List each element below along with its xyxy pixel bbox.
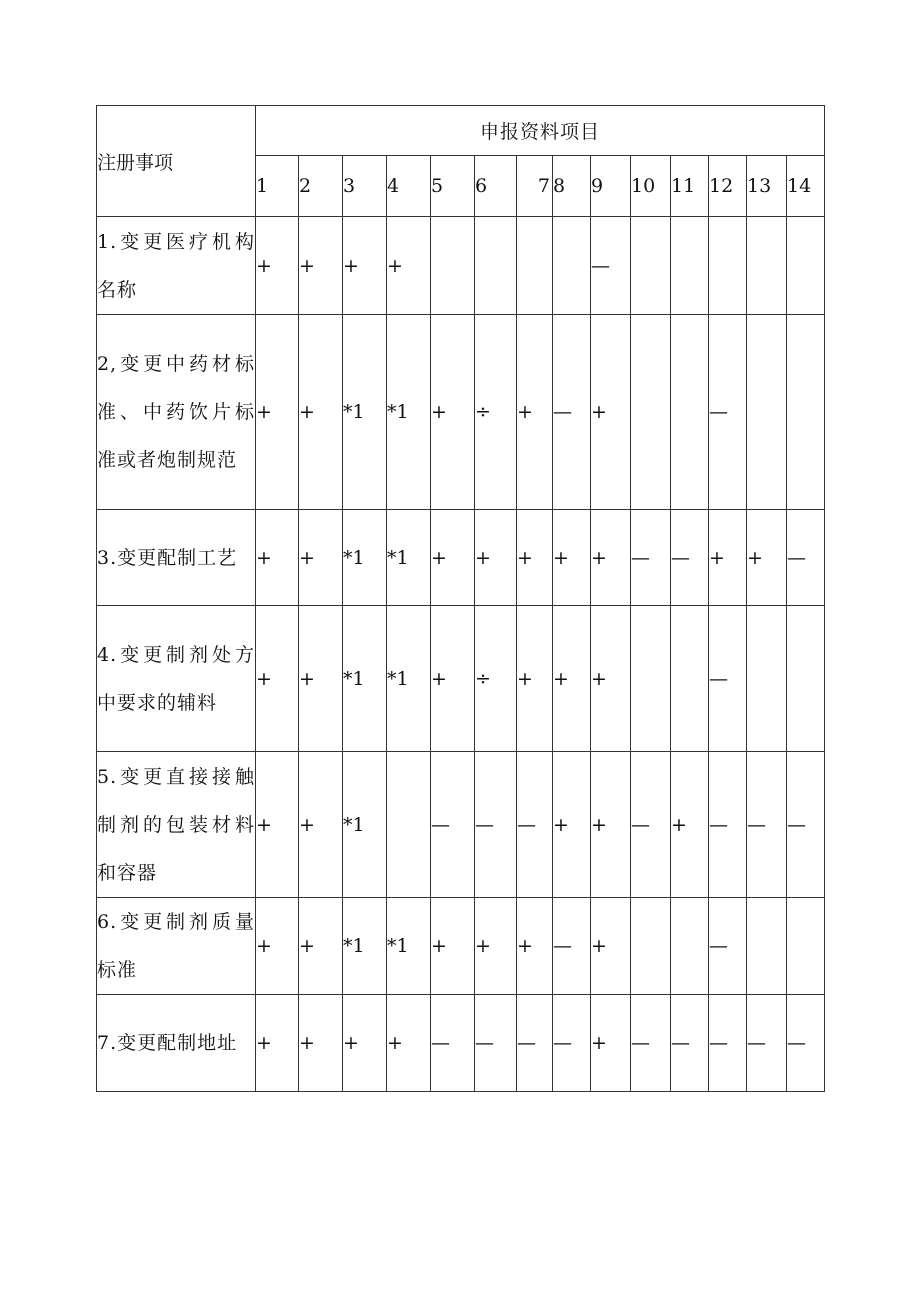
requirement-mark-cell: — [787,752,825,898]
requirement-mark-cell: — [475,752,517,898]
column-number: 5 [431,156,475,217]
requirement-mark-cell [787,898,825,995]
requirement-mark-cell: *1 [387,898,431,995]
requirement-mark-cell: + [553,752,591,898]
column-number: 13 [747,156,787,217]
table-row [97,606,825,752]
registration-item-label: 6.变更制剂质量标准 [97,898,256,995]
table-row [97,510,825,606]
requirement-mark-cell: + [553,606,591,752]
requirement-mark-cell [747,898,787,995]
requirement-mark-cell [787,606,825,752]
column-number: 1 [256,156,299,217]
requirement-mark-cell [631,898,671,995]
requirement-mark-cell: + [517,606,553,752]
requirement-mark-cell [631,606,671,752]
requirement-mark-cell [747,315,787,510]
requirement-mark-cell: + [299,510,343,606]
requirement-mark-cell: — [591,217,631,315]
requirement-mark-cell: + [256,752,299,898]
requirement-mark-cell: + [387,995,431,1092]
registration-item-label: 7.变更配制地址 [97,995,256,1092]
registration-item-label: 5.变更直接接触制剂的包装材料和容器 [97,752,256,898]
requirement-mark-cell: + [299,995,343,1092]
requirement-mark-cell: + [591,995,631,1092]
table-row [97,217,825,315]
requirement-mark-cell: *1 [387,606,431,752]
column-number: 14 [787,156,825,217]
registration-item-label: 4.变更制剂处方中要求的辅料 [97,606,256,752]
column-number: 6 [475,156,517,217]
table-body [97,217,825,1092]
column-number: 11 [671,156,709,217]
requirement-mark-cell [787,315,825,510]
requirement-mark-cell: + [747,510,787,606]
requirement-mark-cell: + [431,606,475,752]
column-number: 7 [517,156,553,217]
requirement-mark-cell: + [709,510,747,606]
requirement-mark-cell: + [387,217,431,315]
header-application-materials: 申报资料项目 [256,106,825,156]
requirement-mark-cell: — [787,995,825,1092]
requirement-mark-cell: *1 [387,315,431,510]
registration-item-label: 2,变更中药材标准、中药饮片标准或者炮制规范 [97,315,256,510]
requirement-mark-cell: + [431,315,475,510]
requirement-mark-cell: + [299,315,343,510]
requirement-mark-cell: + [256,995,299,1092]
requirement-mark-cell: — [671,995,709,1092]
registration-items-table [96,105,825,1092]
requirement-mark-cell: — [787,510,825,606]
requirement-mark-cell: — [709,606,747,752]
registration-item-label: 3.变更配制工艺 [97,510,256,606]
requirement-mark-cell [431,217,475,315]
requirement-mark-cell [631,315,671,510]
requirement-mark-cell: *1 [343,606,387,752]
registration-item-label: 1.变更医疗机构名称 [97,217,256,315]
requirement-mark-cell [631,217,671,315]
column-number: 3 [343,156,387,217]
requirement-mark-cell: + [299,898,343,995]
requirement-mark-cell [387,752,431,898]
requirement-mark-cell [671,606,709,752]
requirement-mark-cell: + [591,510,631,606]
requirement-mark-cell: + [256,217,299,315]
requirement-mark-cell: *1 [343,315,387,510]
table-row [97,995,825,1092]
requirement-mark-cell: + [591,315,631,510]
requirement-mark-cell [787,217,825,315]
requirement-mark-cell: *1 [343,752,387,898]
requirement-mark-cell: *1 [387,510,431,606]
requirement-mark-cell: — [553,995,591,1092]
requirement-mark-cell: + [517,898,553,995]
requirement-mark-cell [517,217,553,315]
requirement-mark-cell: — [431,995,475,1092]
requirement-mark-cell [475,217,517,315]
requirement-mark-cell: + [431,510,475,606]
requirement-mark-cell: + [343,995,387,1092]
requirement-mark-cell: + [475,898,517,995]
requirement-mark-cell: — [553,315,591,510]
requirement-mark-cell: + [299,606,343,752]
table-row [97,898,825,995]
table-row [97,315,825,510]
requirement-mark-cell: + [591,752,631,898]
requirement-mark-cell: — [671,510,709,606]
corner-header-registration-items: 注册事项 [97,106,256,217]
requirement-mark-cell: + [299,752,343,898]
column-number: 2 [299,156,343,217]
requirement-mark-cell: + [431,898,475,995]
requirement-mark-cell [671,217,709,315]
requirement-mark-cell: — [517,752,553,898]
requirement-mark-cell [747,217,787,315]
requirement-mark-cell [671,315,709,510]
requirement-mark-cell: *1 [343,510,387,606]
requirement-mark-cell: + [299,217,343,315]
requirement-mark-cell: — [431,752,475,898]
requirement-mark-cell: — [747,752,787,898]
requirement-mark-cell: + [256,315,299,510]
requirement-mark-cell: + [256,898,299,995]
column-number: 12 [709,156,747,217]
requirement-mark-cell: ÷ [475,606,517,752]
column-number: 8 [553,156,591,217]
column-number: 10 [631,156,671,217]
requirement-mark-cell: — [631,995,671,1092]
requirement-mark-cell: + [256,510,299,606]
requirement-mark-cell: — [553,898,591,995]
requirement-mark-cell: — [631,752,671,898]
requirement-mark-cell: + [517,510,553,606]
requirement-mark-cell [709,217,747,315]
requirement-mark-cell: ÷ [475,315,517,510]
requirement-mark-cell: + [591,606,631,752]
requirement-mark-cell [747,606,787,752]
requirement-mark-cell [553,217,591,315]
requirement-mark-cell: — [517,995,553,1092]
requirement-mark-cell: + [475,510,517,606]
requirement-mark-cell: + [591,898,631,995]
table-header [97,106,825,217]
requirement-mark-cell: — [709,898,747,995]
requirement-mark-cell [671,898,709,995]
requirement-mark-cell: — [475,995,517,1092]
requirement-mark-cell: *1 [343,898,387,995]
column-number: 9 [591,156,631,217]
requirement-mark-cell: — [709,315,747,510]
column-number: 4 [387,156,431,217]
requirement-mark-cell: + [517,315,553,510]
requirement-mark-cell: — [709,752,747,898]
requirement-mark-cell: + [671,752,709,898]
requirement-mark-cell: + [343,217,387,315]
requirement-mark-cell: — [709,995,747,1092]
table-row [97,752,825,898]
requirement-mark-cell: + [553,510,591,606]
requirement-mark-cell: — [747,995,787,1092]
header-row-group [97,106,825,156]
requirement-mark-cell: + [256,606,299,752]
requirement-mark-cell: — [631,510,671,606]
